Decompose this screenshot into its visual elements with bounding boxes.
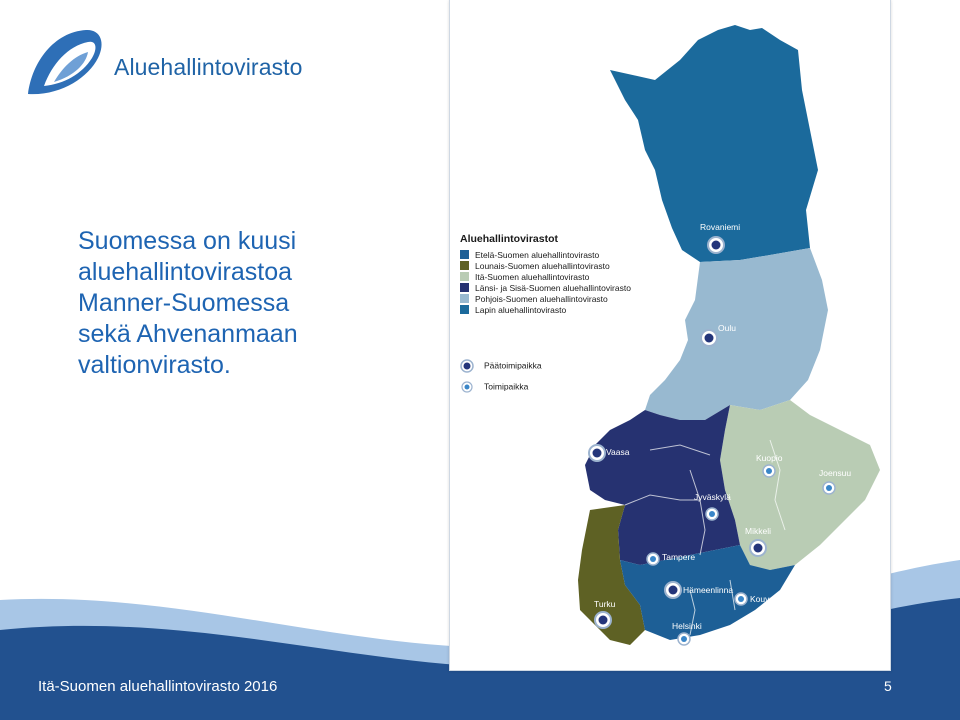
city-label-tampere: Tampere <box>662 552 696 562</box>
logo-text: Aluehallintovirasto <box>114 54 303 80</box>
city-label-oulu: Oulu <box>718 323 736 333</box>
marker-oulu <box>701 330 717 346</box>
marker-kouvola <box>735 593 747 605</box>
headline-line: valtionvirasto. <box>78 351 231 379</box>
city-label-helsinki: Helsinki <box>672 621 702 631</box>
marker-hameenlinna <box>665 582 681 598</box>
slide-headline <box>78 226 438 381</box>
city-label-kouvola: Kouvola <box>750 594 781 604</box>
city-label-jyvaskyla: Jyväskylä <box>694 492 731 502</box>
city-label-kuopio: Kuopio <box>756 453 783 463</box>
marker-turku <box>595 612 611 628</box>
footer-text: Itä-Suomen aluehallintovirasto 2016 <box>38 678 278 695</box>
city-label-joensuu: Joensuu <box>819 468 852 478</box>
legend-title: Aluehallintovirastot <box>460 233 559 245</box>
city-label-turku: Turku <box>594 599 616 609</box>
legend-label: Etelä-Suomen aluehallintovirasto <box>475 250 600 260</box>
marker-kuopio <box>763 465 775 477</box>
headline-line: sekä Ahvenanmaan <box>78 320 298 348</box>
marker-legend-label: Toimipaikka <box>484 381 529 392</box>
city-markers <box>450 0 890 670</box>
marker-tampere <box>647 553 659 565</box>
logo-emblem-icon <box>24 24 106 104</box>
marker-legend-label: Päätoimipaikka <box>484 360 542 371</box>
marker-rovaniemi <box>708 237 724 253</box>
legend-label: Pohjois-Suomen aluehallintovirasto <box>475 294 608 304</box>
city-label-mikkeli: Mikkeli <box>745 526 771 536</box>
marker-jyvaskyla <box>706 508 718 520</box>
headline-line: Suomessa on kuusi <box>78 227 297 255</box>
marker-helsinki <box>678 633 690 645</box>
city-label-hameenlinna: Hämeenlinna <box>683 585 734 595</box>
city-label-rovaniemi: Rovaniemi <box>700 222 741 232</box>
city-label-vaasa: Vaasa <box>606 447 630 457</box>
legend-label: Länsi- ja Sisä-Suomen aluehallintovirasto <box>475 283 631 293</box>
finland-map-panel <box>449 0 891 671</box>
legend-label: Lounais-Suomen aluehallintovirasto <box>475 261 610 271</box>
marker-vaasa <box>589 445 605 461</box>
legend-label: Lapin aluehallintovirasto <box>475 305 567 315</box>
page-number: 5 <box>884 678 892 694</box>
marker-joensuu <box>823 482 835 494</box>
marker-mikkeli <box>750 540 766 556</box>
headline-line: aluehallintovirastoa <box>78 258 293 286</box>
headline-line: Manner-Suomessa <box>78 289 290 317</box>
legend-label: Itä-Suomen aluehallintovirasto <box>475 272 590 282</box>
agency-logo <box>24 24 324 104</box>
